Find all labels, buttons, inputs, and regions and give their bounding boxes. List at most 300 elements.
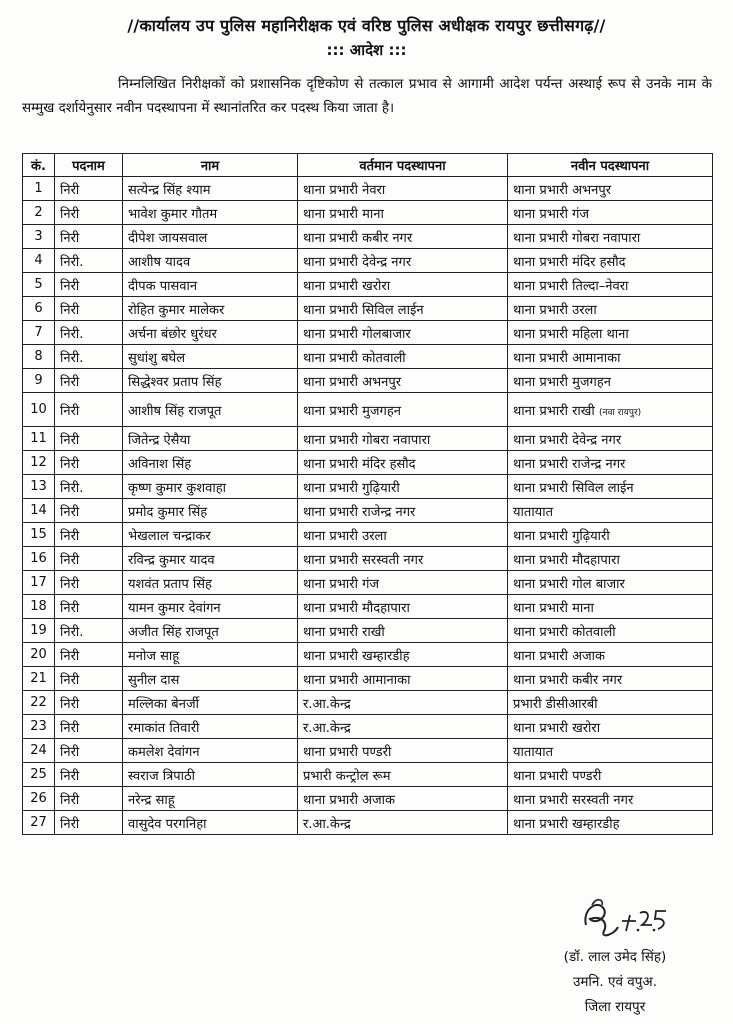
cell-rank-text: निरी [60, 403, 80, 419]
cell-serial [23, 177, 55, 201]
cell-name-text: दीपेश जायसवाल [128, 230, 208, 246]
cell-rank [55, 297, 123, 321]
cell-new-posting-text: थाना प्रभारी गोल बाजार [513, 576, 625, 592]
cell-rank-text: निरी [60, 720, 80, 736]
table-row [23, 297, 713, 321]
cell-name-text: सिद्धेश्वर प्रताप सिंह [128, 374, 222, 390]
signature-block [515, 945, 715, 1020]
cell-name [123, 667, 298, 691]
cell-serial [23, 547, 55, 571]
cell-new-posting-text: थाना प्रभारी गुढ़ियारी [513, 528, 610, 544]
cell-rank [55, 715, 123, 739]
cell-serial-text: 17 [30, 575, 47, 590]
signatory-designation: उमनि. एवं वपुअ. [572, 974, 658, 990]
cell-new-posting-text: थाना प्रभारी राजेन्द्र नगर [513, 456, 626, 472]
cell-new-posting [508, 427, 713, 451]
cell-name [123, 571, 298, 595]
cell-rank-text: निरी [60, 432, 80, 448]
cell-rank-text: निरी [60, 456, 80, 472]
cell-rank [55, 763, 123, 787]
cell-current-posting [298, 475, 508, 499]
cell-new-posting [508, 787, 713, 811]
cell-current-posting-text: थाना प्रभारी खरोरा [303, 278, 391, 294]
cell-current-posting-text: प्रभारी कन्ट्रोल रूम [303, 768, 391, 784]
cell-rank [55, 619, 123, 643]
cell-rank [55, 499, 123, 523]
cell-new-posting [508, 499, 713, 523]
cell-new-posting-text: यातायात [513, 504, 554, 520]
table-row [23, 393, 713, 427]
cell-rank-text: निरी [60, 182, 80, 198]
cell-new-posting [508, 715, 713, 739]
signature-scribble [578, 895, 688, 943]
cell-current-posting-text: थाना प्रभारी राखी [303, 624, 385, 640]
cell-rank [55, 249, 123, 273]
cell-current-posting-text: थाना प्रभारी अभनपुर [303, 374, 402, 390]
table-row [23, 811, 713, 835]
cell-new-posting [508, 393, 713, 427]
cell-new-posting-text: थाना प्रभारी कोतवाली [513, 624, 616, 640]
cell-current-posting [298, 345, 508, 369]
cell-current-posting [298, 595, 508, 619]
cell-current-posting-text: थाना प्रभारी मौदहापारा [303, 600, 410, 616]
cell-rank-text: निरी [60, 600, 80, 616]
cell-name-text: भावेश कुमार गौतम [128, 206, 218, 222]
cell-current-posting [298, 811, 508, 835]
cell-serial [23, 715, 55, 739]
cell-name [123, 369, 298, 393]
cell-current-posting-text: र.आ.केन्द्र [303, 816, 351, 832]
cell-new-posting-text: थाना प्रभारी महिला थाना [513, 326, 629, 342]
cell-rank-text: निरी [60, 552, 80, 568]
cell-current-posting [298, 201, 508, 225]
cell-rank [55, 595, 123, 619]
cell-serial [23, 249, 55, 273]
cell-rank [55, 787, 123, 811]
cell-current-posting [298, 177, 508, 201]
cell-serial-text: 26 [30, 791, 47, 806]
cell-new-posting [508, 475, 713, 499]
intro-text: निम्नलिखित निरीक्षकों को प्रशासनिक दृष्टिकोण से तत्काल प्रभाव से आगामी आदेश पर्यन्त अस्थाई रूप से उनके नाम के सम्मुख दर्शायेनुसार नवीन पदस्थापना में स्थानांतरित कर पदस्थ किया जाता है। [22, 76, 712, 116]
cell-new-posting-text: यातायात [513, 744, 554, 760]
cell-new-posting-text: थाना प्रभारी देवेन्द्र नगर [513, 432, 622, 448]
cell-serial-text: 21 [30, 671, 47, 686]
cell-rank-text: निरी [60, 206, 80, 222]
cell-serial [23, 499, 55, 523]
cell-current-posting-text: थाना प्रभारी गोलबाजार [303, 326, 411, 342]
cell-current-posting [298, 667, 508, 691]
signatory-name: (डॉ. लाल उमेद सिंह) [563, 949, 667, 965]
cell-new-posting-text: थाना प्रभारी कबीर नगर [513, 672, 623, 688]
cell-new-posting-text: थाना प्रभारी आमानाका [513, 350, 621, 366]
cell-new-posting [508, 667, 713, 691]
cell-serial [23, 273, 55, 297]
cell-current-posting-text: थाना प्रभारी मंदिर हसौद [303, 456, 416, 472]
cell-rank [55, 345, 123, 369]
cell-name [123, 201, 298, 225]
cell-rank-text: निरी. [60, 254, 84, 270]
cell-rank [55, 177, 123, 201]
cell-serial [23, 201, 55, 225]
cell-new-posting [508, 643, 713, 667]
cell-serial-text: 7 [34, 325, 43, 340]
cell-rank-text: निरी [60, 792, 80, 808]
cell-current-posting [298, 297, 508, 321]
cell-current-posting-text: र.आ.केन्द्र [303, 696, 351, 712]
cell-name [123, 643, 298, 667]
cell-rank [55, 475, 123, 499]
table-row [23, 201, 713, 225]
cell-new-posting-text: थाना प्रभारी गंज [513, 206, 590, 222]
signatory-district: जिला रायपुर [584, 999, 646, 1015]
cell-rank [55, 571, 123, 595]
cell-serial [23, 643, 55, 667]
table-row [23, 787, 713, 811]
cell-new-posting-text: थाना प्रभारी गोबरा नवापारा [513, 230, 641, 246]
cell-name [123, 691, 298, 715]
table-row [23, 691, 713, 715]
cell-name-text: जितेन्द्र ऐसैया [128, 432, 191, 448]
cell-new-posting-text: थाना प्रभारी राखी [513, 403, 595, 419]
table-row [23, 667, 713, 691]
table-row [23, 499, 713, 523]
header-new-posting: नवीन पदस्थापना [508, 154, 713, 177]
table-row [23, 177, 713, 201]
cell-current-posting-text: थाना प्रभारी आमानाका [303, 672, 411, 688]
header-current-posting: वर्तमान पदस्थापना [298, 154, 508, 177]
cell-current-posting [298, 273, 508, 297]
cell-name-text: रमाकांत तिवारी [128, 720, 200, 736]
cell-name-text: अर्चना बंछोर धुरंधर [128, 326, 217, 342]
cell-current-posting [298, 715, 508, 739]
cell-current-posting-text: थाना प्रभारी खम्हारडीह [303, 648, 410, 664]
cell-serial [23, 811, 55, 835]
cell-new-posting [508, 369, 713, 393]
cell-rank [55, 225, 123, 249]
cell-rank-text: निरी [60, 816, 80, 832]
table-row [23, 427, 713, 451]
cell-new-posting [508, 739, 713, 763]
cell-current-posting-text: थाना प्रभारी गंज [303, 576, 380, 592]
cell-name [123, 177, 298, 201]
cell-name-text: दीपक पासवान [128, 278, 198, 294]
cell-serial-text: 13 [30, 479, 47, 494]
cell-rank [55, 451, 123, 475]
cell-rank-text: निरी [60, 302, 80, 318]
cell-current-posting-text: थाना प्रभारी मुजगहन [303, 403, 401, 419]
cell-serial [23, 475, 55, 499]
cell-rank-text: निरी. [60, 350, 84, 366]
cell-serial [23, 667, 55, 691]
table-row [23, 571, 713, 595]
cell-serial [23, 321, 55, 345]
cell-name-text: कमलेश देवांगन [128, 744, 200, 760]
cell-rank-text: निरी [60, 648, 80, 664]
cell-rank-text: निरी [60, 504, 80, 520]
cell-name [123, 249, 298, 273]
cell-current-posting [298, 547, 508, 571]
cell-serial [23, 787, 55, 811]
intro-paragraph [22, 72, 712, 120]
cell-rank-text: निरी [60, 696, 80, 712]
cell-current-posting-text: थाना प्रभारी सरस्वती नगर [303, 552, 424, 568]
cell-name [123, 297, 298, 321]
cell-new-posting-note: (नवा रायपुर) [598, 407, 642, 418]
cell-new-posting-text: थाना प्रभारी खरोरा [513, 720, 601, 736]
cell-rank-text: निरी. [60, 624, 84, 640]
cell-serial [23, 369, 55, 393]
table-header-row [23, 154, 713, 177]
cell-current-posting-text: र.आ.केन्द्र [303, 720, 351, 736]
office-title: //कार्यालय उप पुलिस महानिरीक्षक एवं वरिष्ठ पुलिस अधीक्षक रायपुर छत्तीसगढ़// [127, 16, 606, 35]
cell-new-posting-text: थाना प्रभारी पण्डरी [513, 768, 602, 784]
cell-name [123, 547, 298, 571]
cell-serial-text: 4 [34, 253, 43, 268]
cell-serial [23, 297, 55, 321]
cell-name-text: आशीष यादव [128, 254, 191, 270]
table-row [23, 739, 713, 763]
cell-new-posting [508, 297, 713, 321]
cell-rank-text: निरी [60, 374, 80, 390]
transfer-table [22, 153, 713, 835]
cell-serial-text: 15 [30, 527, 47, 542]
table-body [23, 177, 713, 835]
header-rank: पदनाम [55, 154, 123, 177]
table-row [23, 369, 713, 393]
cell-current-posting-text: थाना प्रभारी गोबरा नवापारा [303, 432, 431, 448]
cell-serial [23, 225, 55, 249]
cell-name [123, 225, 298, 249]
table-row [23, 345, 713, 369]
cell-name [123, 499, 298, 523]
cell-name [123, 321, 298, 345]
cell-name-text: भेखलाल चन्द्राकर [128, 528, 211, 544]
cell-rank-text: निरी [60, 576, 80, 592]
cell-name [123, 345, 298, 369]
cell-serial [23, 523, 55, 547]
cell-serial [23, 571, 55, 595]
cell-rank-text: निरी [60, 230, 80, 246]
cell-name-text: मल्लिका बेनर्जी [128, 696, 199, 712]
cell-name-text: रविन्द्र कुमार यादव [128, 552, 215, 568]
cell-new-posting-text: थाना प्रभारी अजाक [513, 648, 606, 664]
cell-serial [23, 393, 55, 427]
cell-serial-text: 22 [30, 695, 47, 710]
cell-new-posting [508, 691, 713, 715]
cell-rank [55, 393, 123, 427]
table-row [23, 451, 713, 475]
cell-current-posting-text: थाना प्रभारी माना [303, 206, 384, 222]
cell-serial-text: 25 [30, 767, 47, 782]
cell-current-posting [298, 763, 508, 787]
cell-new-posting [508, 249, 713, 273]
cell-name [123, 811, 298, 835]
cell-new-posting-text: थाना प्रभारी मौदहापारा [513, 552, 620, 568]
table-row [23, 523, 713, 547]
cell-name-text: कृष्ण कुमार कुशवाहा [128, 480, 226, 496]
cell-name-text: मनोज साहू [128, 648, 180, 664]
cell-current-posting [298, 691, 508, 715]
cell-rank-text: निरी. [60, 480, 84, 496]
cell-serial-text: 20 [30, 647, 47, 662]
table-row [23, 475, 713, 499]
cell-current-posting [298, 787, 508, 811]
cell-new-posting-text: थाना प्रभारी मुजगहन [513, 374, 611, 390]
cell-new-posting [508, 451, 713, 475]
cell-new-posting [508, 177, 713, 201]
cell-name-text: आशीष सिंह राजपूत [128, 403, 222, 419]
cell-rank [55, 427, 123, 451]
cell-rank [55, 691, 123, 715]
cell-new-posting [508, 201, 713, 225]
cell-name [123, 427, 298, 451]
cell-serial-text: 10 [30, 402, 47, 417]
cell-serial-text: 5 [34, 277, 43, 292]
cell-name-text: सुनील दास [128, 672, 180, 688]
cell-name [123, 595, 298, 619]
cell-current-posting [298, 571, 508, 595]
cell-serial [23, 345, 55, 369]
cell-serial-text: 1 [34, 181, 43, 196]
cell-serial-text: 6 [34, 301, 43, 316]
cell-serial [23, 739, 55, 763]
cell-serial-text: 8 [34, 349, 43, 364]
cell-name-text: यशवंत प्रताप सिंह [128, 576, 212, 592]
cell-serial [23, 691, 55, 715]
cell-current-posting-text: थाना प्रभारी कोतवाली [303, 350, 406, 366]
table-row [23, 715, 713, 739]
cell-rank [55, 667, 123, 691]
cell-rank [55, 369, 123, 393]
cell-serial-text: 12 [30, 455, 47, 470]
cell-serial [23, 619, 55, 643]
cell-rank [55, 547, 123, 571]
cell-serial-text: 2 [34, 205, 43, 220]
table-row [23, 619, 713, 643]
cell-name [123, 451, 298, 475]
cell-rank-text: निरी. [60, 326, 84, 342]
cell-serial [23, 595, 55, 619]
cell-new-posting [508, 595, 713, 619]
cell-new-posting [508, 547, 713, 571]
cell-name [123, 393, 298, 427]
cell-new-posting-text: थाना प्रभारी तिल्दा–नेवरा [513, 278, 629, 294]
cell-rank-text: निरी [60, 528, 80, 544]
cell-name [123, 763, 298, 787]
cell-current-posting [298, 523, 508, 547]
table-row [23, 249, 713, 273]
cell-current-posting [298, 427, 508, 451]
cell-current-posting [298, 321, 508, 345]
cell-serial [23, 451, 55, 475]
cell-name [123, 523, 298, 547]
cell-name-text: यामन कुमार देवांगन [128, 600, 221, 616]
cell-current-posting-text: थाना प्रभारी राजेन्द्र नगर [303, 504, 416, 520]
cell-name-text: नरेन्द्र साहू [128, 792, 175, 808]
cell-rank-text: निरी [60, 278, 80, 294]
cell-name [123, 619, 298, 643]
cell-name [123, 787, 298, 811]
cell-name-text: सुधांशु बघेल [128, 350, 186, 366]
cell-name [123, 715, 298, 739]
table-row [23, 273, 713, 297]
cell-current-posting [298, 369, 508, 393]
cell-rank [55, 643, 123, 667]
cell-new-posting [508, 225, 713, 249]
cell-name-text: वासुदेव परगनिहा [128, 816, 207, 832]
cell-new-posting [508, 571, 713, 595]
cell-current-posting [298, 451, 508, 475]
table-row [23, 225, 713, 249]
cell-name [123, 475, 298, 499]
header-serial: कं. [23, 154, 55, 177]
table-row [23, 547, 713, 571]
cell-new-posting-text: प्रभारी डीसीआरबी [513, 696, 598, 712]
cell-rank [55, 321, 123, 345]
cell-current-posting-text: थाना प्रभारी पण्डरी [303, 744, 392, 760]
table-row [23, 643, 713, 667]
cell-serial-text: 9 [34, 373, 43, 388]
cell-current-posting [298, 739, 508, 763]
cell-serial-text: 11 [30, 431, 47, 446]
cell-name-text: स्वराज त्रिपाठी [128, 768, 195, 784]
cell-serial-text: 16 [30, 551, 47, 566]
cell-serial-text: 23 [30, 719, 47, 734]
cell-current-posting-text: थाना प्रभारी देवेन्द्र नगर [303, 254, 412, 270]
cell-new-posting-text: थाना प्रभारी अभनपुर [513, 182, 612, 198]
order-title: ::: आदेश ::: [326, 41, 407, 59]
cell-current-posting-text: थाना प्रभारी गुढ़ियारी [303, 480, 400, 496]
cell-serial-text: 14 [30, 503, 47, 518]
cell-serial-text: 3 [34, 229, 43, 244]
cell-serial [23, 763, 55, 787]
cell-serial-text: 24 [30, 743, 47, 758]
cell-serial-text: 27 [30, 815, 47, 830]
table-row [23, 763, 713, 787]
cell-new-posting [508, 273, 713, 297]
cell-name [123, 273, 298, 297]
cell-new-posting [508, 763, 713, 787]
cell-rank [55, 739, 123, 763]
cell-serial [23, 427, 55, 451]
cell-rank [55, 201, 123, 225]
cell-rank [55, 273, 123, 297]
cell-current-posting-text: थाना प्रभारी नेवरा [303, 182, 386, 198]
cell-new-posting [508, 619, 713, 643]
cell-new-posting-text: थाना प्रभारी मंदिर हसौद [513, 254, 626, 270]
cell-name-text: अजीत सिंह राजपूत [128, 624, 219, 640]
cell-name-text: प्रमोद कुमार सिंह [128, 504, 208, 520]
cell-current-posting-text: थाना प्रभारी कबीर नगर [303, 230, 413, 246]
cell-new-posting [508, 523, 713, 547]
cell-name-text: अविनाश सिंह [128, 456, 192, 472]
cell-rank [55, 811, 123, 835]
cell-name [123, 739, 298, 763]
cell-name-text: सत्येन्द्र सिंह श्याम [128, 182, 211, 198]
cell-serial-text: 19 [30, 623, 47, 638]
cell-new-posting [508, 811, 713, 835]
cell-new-posting-text: थाना प्रभारी सिविल लाईन [513, 480, 634, 496]
cell-current-posting [298, 643, 508, 667]
cell-name-text: रोहित कुमार मालेकर [128, 302, 225, 318]
table-row [23, 595, 713, 619]
cell-current-posting [298, 619, 508, 643]
cell-current-posting-text: थाना प्रभारी सिविल लाईन [303, 302, 424, 318]
cell-new-posting-text: थाना प्रभारी खम्हारडीह [513, 816, 620, 832]
cell-rank-text: निरी [60, 672, 80, 688]
cell-current-posting [298, 249, 508, 273]
cell-current-posting [298, 393, 508, 427]
